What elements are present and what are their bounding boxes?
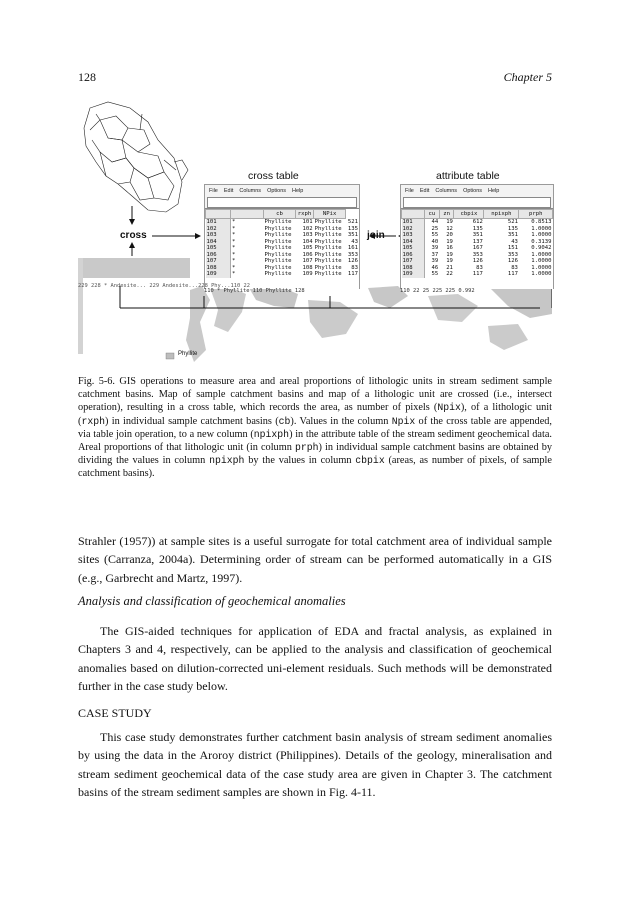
- table-cell: 105: [206, 245, 231, 252]
- table-cell: 351: [472, 232, 483, 238]
- overlap-strip: 229 228 * Andesite... 229 Andesite...228 Phy...110 22: [78, 283, 251, 289]
- table-cell: 83: [476, 264, 483, 271]
- table-cell: Phyllite: [314, 225, 342, 232]
- attribute-table-menubar: [401, 185, 553, 196]
- table-cell: 351: [347, 232, 358, 238]
- table-cell: 40: [431, 238, 439, 245]
- table-cell: *: [232, 238, 236, 245]
- table-cell: 106: [302, 251, 313, 258]
- table-cell: Phyllite: [264, 245, 292, 251]
- attribute-table-window[interactable]: [400, 184, 554, 289]
- menu-columns[interactable]: Columns: [239, 187, 262, 194]
- table-cell: 109: [302, 271, 313, 277]
- table-cell: 25: [431, 225, 439, 232]
- table-cell: Phyllite: [314, 251, 342, 258]
- table-cell: 1.0000: [531, 271, 552, 277]
- table-cell: 1.0000: [531, 264, 552, 271]
- table-cell: 105: [402, 245, 425, 252]
- table-cell: 126: [347, 258, 358, 264]
- table-cell: 83: [511, 264, 518, 271]
- cross-col-key-class: [231, 210, 264, 219]
- table-row[interactable]: [206, 219, 360, 226]
- table-cell: Phyllite: [314, 258, 342, 264]
- table-cell: *: [232, 225, 236, 232]
- chapter-header: Chapter 5: [503, 70, 552, 84]
- catchment-basin-map: [84, 102, 188, 212]
- caption-code: npixph: [209, 455, 245, 467]
- table-cell: 117: [472, 271, 483, 277]
- table-cell: 102: [302, 225, 313, 232]
- table-cell: *: [232, 251, 236, 258]
- table-cell: 46: [431, 264, 439, 271]
- table-cell: 106: [206, 252, 231, 259]
- legend-phyllite: Phyllite: [178, 351, 198, 357]
- table-cell: 0.9042: [531, 245, 552, 251]
- caption-text: Fig. 5-6. GIS operations to measure area and areal proportions of lithologic units in stream sediment sample catchment basins. Map of sample catchment basins and map of a lithologic unit are crossed (i.e., intersect operation), resulting in a cross table, which records the area, as number of pixels (: [78, 376, 552, 414]
- table-cell: 107: [206, 258, 231, 265]
- table-cell: 43: [351, 238, 358, 245]
- table-cell: Phyllite: [264, 258, 292, 264]
- table-cell: 22: [446, 271, 453, 277]
- section-heading-analysis: Analysis and classification of geochemical anomalies: [78, 594, 346, 608]
- table-cell: 101: [402, 219, 425, 226]
- table-cell: 101: [206, 219, 231, 226]
- cross-table-menubar: [205, 185, 359, 196]
- body-paragraph-2: The GIS-aided techniques for application of EDA and fractal analysis, as explained in Chapters 3 and 4, respectively, can be applied to the analysis and classification of geochemical anomalies based on dilution-corrected uni-element residuals. Such methods will be demonstrated further in the case study below.: [78, 624, 552, 693]
- cross-col-key: [206, 210, 231, 219]
- table-cell: Phyllite: [314, 264, 342, 271]
- table-cell: 104: [206, 239, 231, 246]
- table-cell: 55: [431, 271, 439, 277]
- table-cell: 55: [431, 232, 439, 238]
- table-cell: 107: [302, 258, 313, 264]
- table-cell: Phyllite: [264, 271, 292, 277]
- cross-col-npix: NPix: [314, 210, 346, 219]
- table-cell: 351: [507, 232, 518, 238]
- table-cell: 135: [507, 225, 518, 232]
- caption-code: prph: [294, 442, 319, 454]
- table-cell: *: [232, 258, 236, 264]
- table-cell: 103: [206, 232, 231, 239]
- table-cell: 151: [507, 245, 518, 251]
- table-cell: 104: [402, 239, 425, 246]
- menu-help[interactable]: Help: [292, 187, 304, 194]
- figure-5-6: [78, 100, 552, 370]
- table-cell: 43: [511, 238, 518, 245]
- table-cell: 21: [446, 264, 453, 271]
- table-cell: 1.0000: [531, 232, 552, 238]
- body-paragraph-3: This case study demonstrates further catchment basin analysis of stream sediment anomalies by using the data in the Aroroy district (Philippines). Details of the geology, mineralisation and stream sediment geochemical data of the case study area are given in Chapter 3. The catchment basins of the stream sediment samples are shown in Fig. 4-11.: [78, 730, 552, 799]
- menu-edit[interactable]: Edit: [419, 187, 430, 194]
- table-cell: 19: [446, 251, 453, 258]
- table-cell: 167: [472, 245, 483, 251]
- caption-text: ) in the attribute table of the stream sediment geochemical data. Areal proportions of that lithologic unit (in column: [78, 428, 552, 454]
- attr-col-key: [402, 210, 425, 219]
- attr-col-cu: cu: [425, 210, 440, 219]
- caption-code: cb: [278, 415, 291, 427]
- table-cell: 109: [402, 271, 425, 278]
- figure-caption: [78, 375, 552, 481]
- cross-col-cb: cb: [264, 210, 296, 219]
- table-cell: 161: [347, 245, 358, 251]
- caption-text: ) in individual sample catchment basins (: [104, 415, 279, 427]
- table-cell: 108: [206, 265, 231, 272]
- table-cell: 521: [507, 219, 518, 225]
- menu-help[interactable]: Help: [488, 187, 500, 194]
- table-cell: 109: [206, 271, 231, 278]
- attribute-table-command-input[interactable]: [403, 197, 551, 208]
- cross-table-partial-row: 110 * Phyllite 110 Phyllite 128: [204, 288, 305, 294]
- menu-columns[interactable]: Columns: [435, 187, 458, 194]
- caption-text: (areas, as number of pixels, of sample catchment basins).: [78, 455, 552, 480]
- cross-table-command-input[interactable]: [207, 197, 357, 208]
- table-cell: 612: [472, 219, 483, 225]
- menu-edit[interactable]: Edit: [223, 187, 234, 194]
- table-cell: 1.0000: [531, 225, 552, 232]
- table-cell: Phyllite: [314, 271, 342, 277]
- table-cell: Phyllite: [264, 232, 292, 238]
- table-row[interactable]: [402, 219, 553, 226]
- table-cell: 39: [431, 245, 439, 251]
- table-cell: Phyllite: [264, 264, 292, 271]
- table-cell: 102: [402, 226, 425, 233]
- attr-col-zn: zn: [439, 210, 454, 219]
- table-cell: 39: [431, 258, 439, 264]
- table-cell: 103: [302, 232, 313, 238]
- attribute-table-grid: [401, 208, 553, 289]
- table-cell: Phyllite: [314, 232, 342, 238]
- join-label: join: [367, 230, 385, 241]
- caption-text: of the cross table are appended, via table join operation, to a new column (: [78, 415, 552, 440]
- cross-table-grid: [205, 208, 359, 289]
- table-cell: 37: [431, 251, 439, 258]
- menu-options[interactable]: Options: [267, 187, 287, 194]
- section-heading-case-study: CASE STUDY: [78, 706, 152, 720]
- table-cell: 0.3139: [531, 238, 552, 245]
- table-cell: 106: [402, 252, 425, 259]
- table-cell: 117: [507, 271, 518, 277]
- table-cell: 135: [347, 225, 358, 232]
- attribute-table-partial-row: 110 22 25 225 225 0.992: [400, 288, 475, 294]
- table-cell: 353: [472, 251, 483, 258]
- table-cell: 353: [507, 251, 518, 258]
- table-cell: 101: [302, 219, 313, 225]
- attr-col-prph: prph: [519, 210, 553, 219]
- table-cell: Phyllite: [264, 225, 292, 232]
- table-cell: *: [232, 245, 236, 251]
- table-cell: 353: [347, 251, 358, 258]
- caption-text: ). Values in the column: [290, 415, 392, 427]
- table-cell: *: [232, 219, 236, 225]
- table-cell: 1.0000: [531, 251, 552, 258]
- table-cell: Phyllite: [314, 245, 342, 251]
- cross-table-window[interactable]: [204, 184, 360, 289]
- table-cell: 521: [347, 218, 358, 225]
- table-cell: 103: [402, 232, 425, 239]
- table-cell: Phyllite: [264, 219, 292, 225]
- attr-col-cbpix: cbpix: [454, 210, 484, 219]
- table-cell: *: [232, 271, 236, 277]
- caption-code: Npix: [391, 415, 416, 427]
- table-row[interactable]: [206, 271, 360, 278]
- table-cell: Phyllite: [264, 238, 292, 245]
- table-cell: 19: [446, 258, 453, 264]
- table-cell: 1.0000: [531, 258, 552, 264]
- table-cell: 44: [431, 219, 439, 225]
- table-cell: 117: [347, 271, 358, 277]
- menu-file[interactable]: File: [405, 187, 414, 194]
- table-row[interactable]: [402, 271, 553, 278]
- caption-code: Npix: [437, 402, 461, 414]
- cross-table-title: cross table: [248, 170, 299, 182]
- table-cell: 108: [302, 264, 313, 271]
- caption-text: ), of a lithologic unit (: [78, 402, 552, 427]
- table-cell: 19: [446, 238, 453, 245]
- table-cell: 137: [472, 238, 483, 245]
- menu-options[interactable]: Options: [463, 187, 483, 194]
- caption-code: rxph: [81, 415, 105, 427]
- table-cell: 20: [446, 232, 453, 238]
- caption-text: by the values in column: [244, 455, 356, 467]
- table-cell: 0.8513: [531, 219, 552, 225]
- page-number: 128: [78, 70, 96, 84]
- cross-label: cross: [120, 230, 147, 241]
- table-cell: 19: [446, 219, 453, 225]
- table-cell: 16: [446, 245, 453, 251]
- table-cell: 108: [402, 265, 425, 272]
- table-cell: 135: [472, 225, 483, 232]
- table-cell: 83: [351, 264, 358, 271]
- attribute-table-title: attribute table: [436, 170, 500, 182]
- table-cell: Phyllite: [314, 238, 342, 245]
- table-cell: 12: [446, 225, 453, 232]
- menu-file[interactable]: File: [209, 187, 218, 194]
- table-cell: *: [232, 264, 236, 271]
- caption-code: npixph: [253, 428, 290, 440]
- table-cell: 104: [302, 238, 313, 245]
- cross-col-rxph: rxph: [295, 210, 313, 219]
- table-cell: Phyllite: [264, 251, 292, 258]
- table-cell: 107: [402, 258, 425, 265]
- table-cell: 102: [206, 226, 231, 233]
- table-cell: 126: [472, 258, 483, 264]
- table-cell: 105: [302, 245, 313, 251]
- attr-col-npixph: npixph: [484, 210, 519, 219]
- body-paragraph-1: Strahler (1957)) at sample sites is a useful surrogate for total catchment area of individual sample sites (Carranza, 2004a). Determining order of stream can be performed automatically in a GIS (e.g., Garbrecht and Martz, 1997).: [78, 534, 552, 585]
- table-cell: 126: [507, 258, 518, 264]
- caption-text: ) in individual sample catchment basins are obtained by dividing the values in column: [78, 442, 552, 467]
- table-cell: *: [232, 232, 236, 238]
- caption-code: cbpix: [355, 455, 385, 467]
- table-cell: Phyllite: [314, 219, 342, 225]
